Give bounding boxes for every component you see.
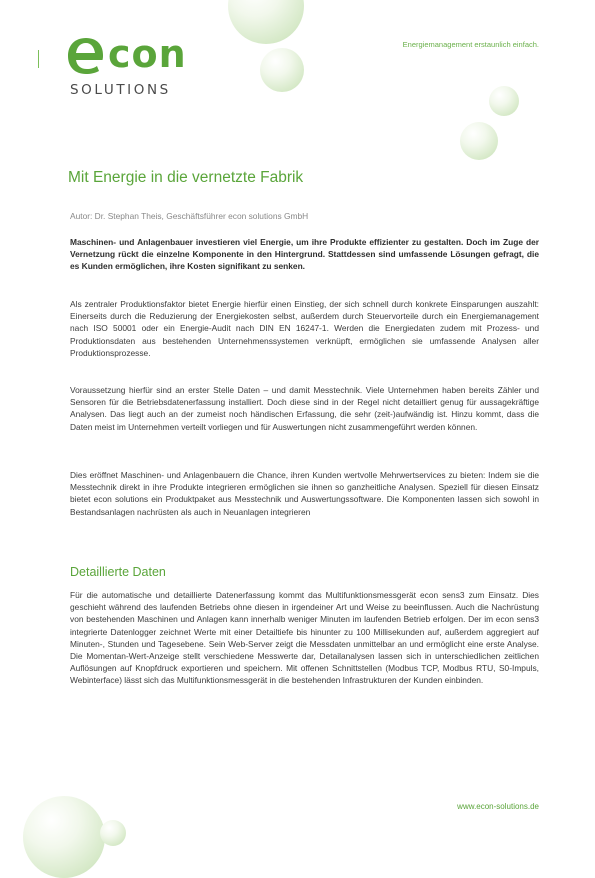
footer-url-link[interactable]: www.econ-solutions.de: [457, 802, 539, 811]
section-heading: Detaillierte Daten: [70, 565, 166, 579]
paragraph-3: Dies eröffnet Maschinen- und Anlagenbauern die Chance, ihren Kunden wertvolle Mehrwertservices zu bieten: Indem sie die Messtechnik direkt in ihre Produkte integrieren ermöglichen sie ihnen so ganzheitliche Analysen. Speziell für diesen Einsatz bietet econ solutions ein Produktpaket aus Messtechnik und Auswertungssoftware. Die Komponenten lassen sich sowohl in Bestandsanlagen nachrüsten als auch in Neuanlagen integrieren: [70, 470, 539, 517]
decorative-bubble: [260, 48, 304, 92]
decorative-bubble: [460, 122, 498, 160]
decorative-bubble: [228, 0, 304, 44]
article-title: Mit Energie in die vernetzte Fabrik: [68, 169, 304, 186]
article-author: Autor: Dr. Stephan Theis, Geschäftsführer econ solutions GmbH: [70, 211, 309, 221]
paragraph-4: Für die automatische und detaillierte Datenerfassung kommt das Multifunktionsmessgerät econ sens3 zum Einsatz. Dies geschieht während des laufenden Betriebs ohne diesen in irgendeiner Art und Weise zu beeinflussen. Auch die Nachrüstung von bestehenden Maschinen und Anlagen kann innerhalb weniger Minuten im laufenden Betrieb erfolgen. Der im econ sens3 integrierte Datenlogger zeichnet Werte mit einer Detailtiefe bis hinunter zu 100 Millisekunden auf, außerdem aggregiert auf Minuten-, Stunden und Tagesebene. Sein Web-Server zeigt die Messdaten unmittelbar an und ermöglicht eine erste Analyse. Die Momentan-Wert-Anzeige stellt verschiedene Messwerte dar, Detailanalysen lassen sich in unterschiedlichen zeitlichen Auflösungen auf Knopfdruck exportieren und speichern. Mit offenen Schnittstellen (Modbus TCP, Modbus RTU, S0-Impuls, Webinterface) lässt sich das Multifunktionsmessgerät in die bestehenden Infrastrukturen der Kunden einbinden.: [70, 590, 539, 686]
paragraph-1: Als zentraler Produktionsfaktor bietet Energie hierfür einen Einstieg, der sich schnell durch konkrete Einsparungen auszahlt: Einerseits durch die Reduzierung der Energiekosten selbst, außerdem durch Steuervorteile durch ein Energiemanagement nach ISO 50001 oder ein Energie-Audit nach DIN EN 16247-1. Werden die Energiedaten zudem mit Prozess- und Produktionsdaten aus bestehenden Unternehmenssystemen verknüpft, ermöglichen sie umfassende Analysen aller Produktionsprozesse.: [70, 299, 539, 358]
decorative-bubble: [23, 796, 105, 878]
logo-solutions-text: SOLUTIONS: [70, 82, 171, 98]
logo-e-icon: [68, 38, 104, 74]
paragraph-2: Voraussetzung hierfür sind an erster Stelle Daten – und damit Messtechnik. Viele Unternehmen haben bereits Zähler und Sensoren für die Betriebsdatenerfassung installiert. Doch diese sind in der Regel nicht detailliert genug für aussagekräftige Analysen. Das liegt auch an der zumeist noch händischen Erfassung, die sehr (zeit-)aufwändig ist. Hinzu kommt, dass die Daten meist im Unternehmen verteilt vorliegen und für Auswertungen nicht zusammengeführt werden können.: [70, 385, 539, 432]
header-divider-line: [38, 50, 39, 68]
tagline: Energiemanagement erstaunlich einfach.: [402, 40, 539, 49]
decorative-bubble: [489, 86, 519, 116]
lead-paragraph: Maschinen- und Anlagenbauer investieren viel Energie, um ihre Produkte effizienter zu gestalten. Doch im Zuge der Vernetzung rückt die einzelne Komponente in den Hintergrund. Stattdessen sind umfassende Lösungen gefragt, die es Kunden ermöglichen, ihre Kosten signifikant zu senken.: [70, 237, 539, 272]
logo-con-text: con: [108, 32, 187, 76]
decorative-bubble: [100, 820, 126, 846]
